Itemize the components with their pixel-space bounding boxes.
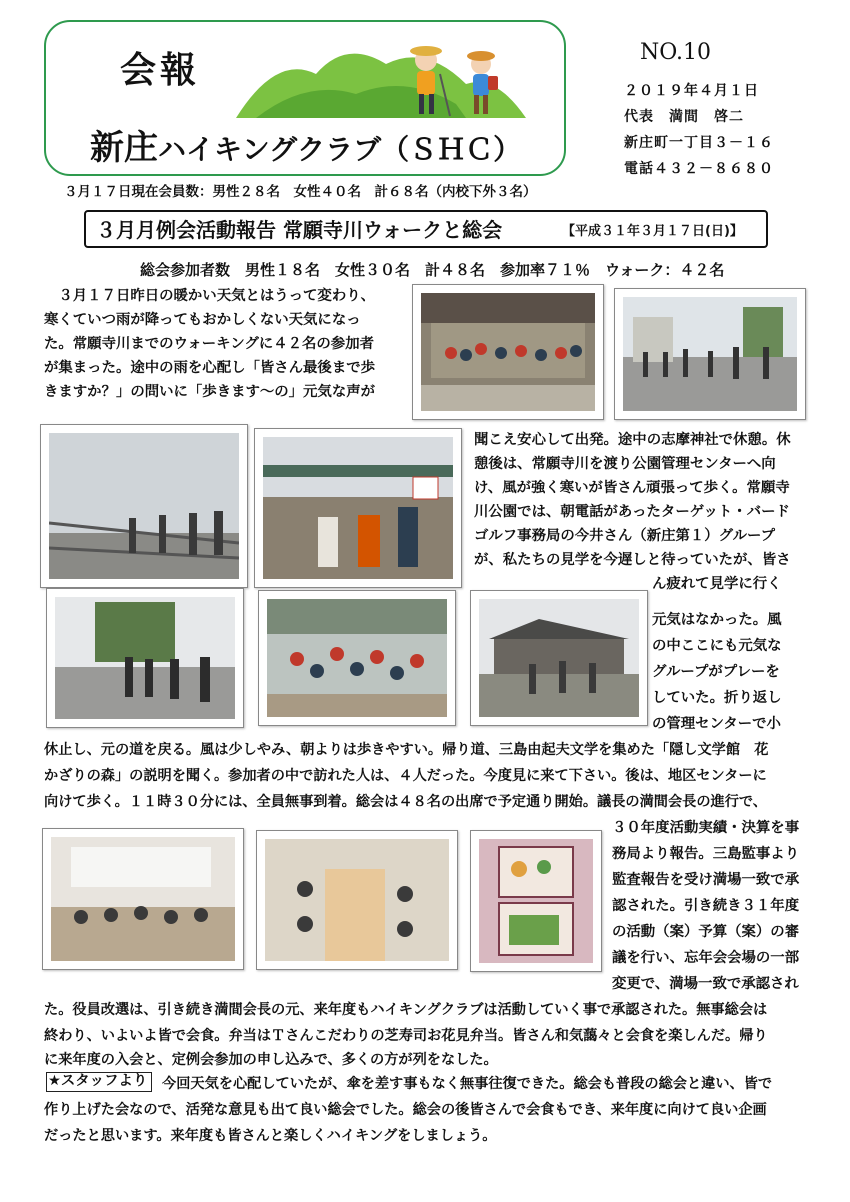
group-photo-park xyxy=(258,590,456,726)
article-title-date: 【平成３１年３月１７日(日)】 xyxy=(562,224,743,239)
article-line: 寒くていつ雨が降ってもおかしくない天気になっ xyxy=(44,312,361,328)
article-line: の活動（案）予算（案）の審 xyxy=(612,924,800,940)
article-title: ３月月例会活動報告 常願寺川ウォークと総会 xyxy=(96,218,503,242)
article-line: の中ここにも元気な xyxy=(652,638,782,654)
article-line: 憩後は、常願寺川を渡り公園管理センターへ向 xyxy=(474,456,776,472)
club-name-kanji: 新庄 xyxy=(90,128,158,168)
staff-label: ★スタッフより xyxy=(48,1073,148,1089)
representative: 代表 満間 啓二 xyxy=(624,109,744,125)
article-line: け、風が強く寒いが皆さん頑張って歩く。常願寺 xyxy=(474,480,790,496)
article-line: 聞こえ安心して出発。途中の志摩神社で休憩。休 xyxy=(474,432,791,448)
article-line: 認された。引き続き３１年度 xyxy=(612,898,800,914)
phone: 電話４３２－８６８０ xyxy=(624,161,774,177)
bento-box xyxy=(470,830,602,972)
bridge-walk xyxy=(40,424,248,588)
article-line: た。常願寺川までのウォーキングに４２名の参加者 xyxy=(44,336,374,352)
lunch-tables xyxy=(256,830,458,970)
article-line: きますか？」の問いに「歩きます～の」元気な声が xyxy=(44,384,375,400)
article-line: かざりの森」の説明を聞く。参加者の中で訪れた人は、４人だった。今度見に来て下さい。後は、地区センターに xyxy=(44,768,767,784)
article-line: していた。折り返し xyxy=(652,690,782,706)
article-line: ん疲れて見学に行く xyxy=(652,576,782,592)
park-walk xyxy=(46,588,244,728)
article-line: の管理センターで小 xyxy=(652,716,781,732)
article-line: た。役員改選は、引き続き満間会長の元、来年度もハイキングクラブは活動していく事で承認された。無事総会は xyxy=(44,1002,768,1018)
article-line: 変更で、満場一致で承認され xyxy=(612,976,799,992)
attendance-stats: 総会参加者数 男性１８名 女性３０名 計４８名 参加率７１％ ウォーク：４２名 xyxy=(140,261,725,279)
club-name xyxy=(90,120,521,169)
issue-date: ２０１９年４月１日 xyxy=(624,83,759,99)
article-line: 議を行い、忘年会会場の一部 xyxy=(612,950,800,966)
issue-number: NO.10 xyxy=(640,40,711,65)
newsletter-label: 会報 xyxy=(120,50,201,91)
staff-note-line: 今回天気を心配していたが、傘を差す事もなく無事往復できた。総会も普段の総会と違い、皆で xyxy=(162,1076,773,1092)
walking-road xyxy=(614,288,806,420)
article-line: 川公園では、朝電話があったターゲット・バード xyxy=(474,504,790,520)
article-line: 務局より報告。三島監事より xyxy=(612,846,800,862)
club-name-rest: ハイキングクラブ（ＳＨＣ） xyxy=(158,133,522,166)
article-line: 監査報告を受け満場一致で承 xyxy=(612,872,800,888)
meeting-room xyxy=(42,828,244,970)
golf-building xyxy=(470,590,648,726)
address: 新庄町一丁目３－１６ xyxy=(624,135,774,151)
article-line: 終わり、いよいよ皆で会食。弁当はＴさんこだわりの芝寿司お花見弁当。皆さん和気藹々と会食を楽しんだ。帰り xyxy=(44,1028,768,1044)
hiker-illustration xyxy=(236,34,526,118)
article-line: グループがプレーを xyxy=(652,664,780,680)
staff-note-line: 作り上げた会なので、活発な意見も出て良い総会でした。総会の後皆さんで会食もでき、来年度に向けて良い企画 xyxy=(44,1102,767,1118)
article-line: が、私たちの見学を今遅しと待っていたが、皆さ xyxy=(474,552,791,568)
article-line: 休止し、元の道を戻る。風は少しやみ、朝よりは歩きやすい。帰り道、三島由起夫文学を集めた「隠し文学館 花 xyxy=(44,742,769,758)
article-line: ゴルフ事務局の今井さん（新庄第１）グループ xyxy=(474,528,776,544)
article-line: が集まった。途中の雨を心配し「皆さん最後まで歩 xyxy=(44,360,375,376)
article-line: ３０年度活動実績・決算を事 xyxy=(612,820,800,836)
group-photo-shrine xyxy=(412,284,604,420)
staff-note-line: だったと思います。来年度も皆さんと楽しくハイキングをしましょう。 xyxy=(44,1128,497,1144)
walkers-with-flag xyxy=(254,428,462,588)
article-line: 向けて歩く。１１時３０分には、全員無事到着。総会は４８名の出席で予定通り開始。議長の満間会長の進行で、 xyxy=(44,794,767,810)
article-line: ３月１７日昨日の暖かい天気とはうって変わり、 xyxy=(44,288,375,304)
article-line: に来年度の入会と、定例会参加の申し込みで、多くの方が列をなした。 xyxy=(44,1052,498,1068)
article-line: 元気はなかった。風 xyxy=(652,612,782,628)
member-count: ３月１７日現在会員数：男性２８名 女性４０名 計６８名（内校下外３名） xyxy=(64,184,537,200)
